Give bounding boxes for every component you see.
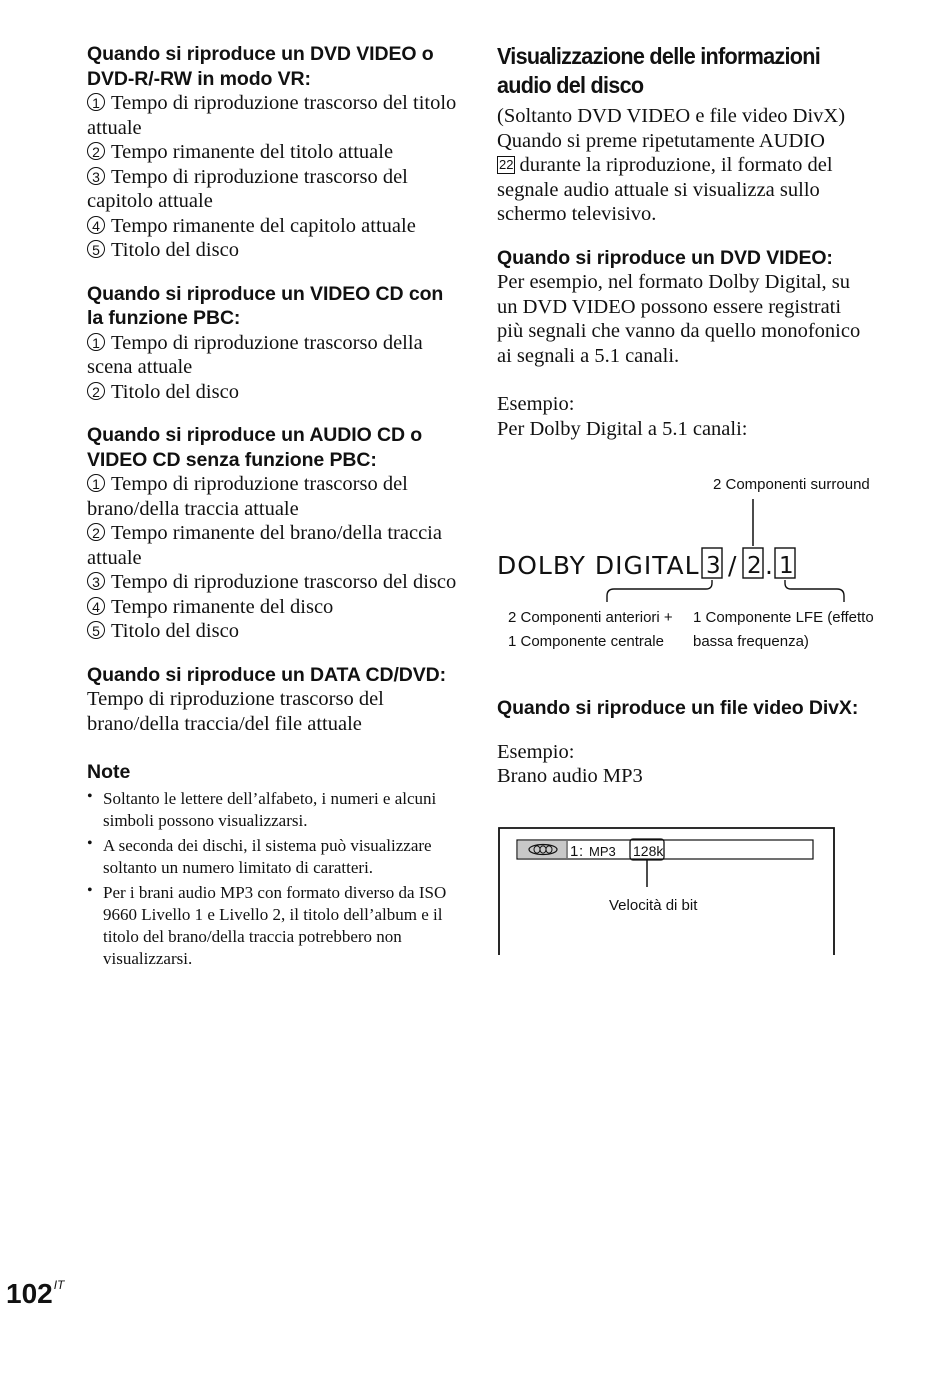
list-item <box>87 214 457 239</box>
example-dolby: Per Dolby Digital a 5.1 canali: <box>497 417 748 440</box>
number-3-icon: 3 <box>87 572 105 590</box>
page-number-value: 102 <box>6 1278 53 1309</box>
lfe-label-line1: 1 Componente LFE (effetto <box>693 609 874 626</box>
number-1-icon: 1 <box>87 93 105 111</box>
intro-paragraph <box>497 104 867 227</box>
list-item <box>87 570 457 595</box>
number-2-icon: 2 <box>87 142 105 160</box>
number-1-icon: 1 <box>87 333 105 351</box>
note-text: Soltanto le lettere dell’alfabeto, i numeri e alcuni simboli possono visualizzarsi. <box>103 789 437 830</box>
dolby-main-text: DOLBY DIGITAL <box>497 551 700 580</box>
track-number: 1 <box>570 843 579 860</box>
list-item <box>87 91 457 140</box>
page-language: IT <box>53 1278 65 1292</box>
front-label-line1: 2 Componenti anteriori + <box>508 609 673 626</box>
intro-text-1: (Soltanto DVD VIDEO e file video DivX) Quando si preme ripetutamente AUDIO <box>497 105 846 152</box>
list-item-text: Tempo rimanente del capitolo attuale <box>111 214 416 237</box>
list-item-text: Tempo di riproduzione trascorso del titolo attuale <box>87 92 457 139</box>
list-item-text: Titolo del disco <box>111 620 239 642</box>
surround-count: 2 <box>747 553 762 579</box>
number-4-icon: 4 <box>87 216 105 234</box>
section-body: Tempo di riproduzione trascorso del brano/della traccia/del file attuale <box>87 688 384 735</box>
list-item-text: Tempo di riproduzione trascorso del brano/della traccia attuale <box>87 473 408 520</box>
note-text: Per i brani audio MP3 con formato diverso da ISO 9660 Livello 1 e Livello 2, il titolo dell’album e il titolo del brano/della traccia potrebbero non visualizzarsi. <box>103 883 447 968</box>
left-column <box>87 42 457 973</box>
front-count: 3 <box>706 553 721 579</box>
list-item-text: Titolo del disco <box>111 380 239 403</box>
format-text: MP3 <box>589 844 616 859</box>
dot-text: . <box>765 551 773 580</box>
notes-heading: Note <box>87 761 131 783</box>
list-item-text: Tempo di riproduzione trascorso del disco <box>111 571 457 593</box>
example-label: Esempio: <box>497 393 575 415</box>
bitrate-value: 128k <box>633 843 664 859</box>
list-item <box>87 331 457 380</box>
list-item-text: Tempo rimanente del brano/della traccia attuale <box>87 522 442 569</box>
bitrate-label: Velocità di bit <box>609 897 698 914</box>
note-text: A seconda dei dischi, il sistema può visualizzare soltanto un numero limitato di caratteri. <box>103 836 432 877</box>
section-heading: Quando si riproduce un VIDEO CD con la funzione PBC: <box>87 282 444 329</box>
section-video-cd-pbc <box>87 282 457 405</box>
number-2-icon: 2 <box>87 523 105 541</box>
section-heading: Quando si riproduce un DVD VIDEO o DVD-R/-RW in modo VR: <box>87 43 434 90</box>
list-item <box>87 238 457 263</box>
list-item-text: Tempo di riproduzione trascorso del capitolo attuale <box>87 165 408 212</box>
section-heading: Quando si riproduce un AUDIO CD o VIDEO CD senza funzione PBC: <box>87 424 423 471</box>
list-item-text: Tempo rimanente del disco <box>111 595 334 618</box>
list-item <box>87 380 457 405</box>
mp3-display-diagram <box>497 827 837 955</box>
notes-block <box>87 760 457 970</box>
number-4-icon: 4 <box>87 597 105 615</box>
section-heading: Quando si riproduce un DATA CD/DVD: <box>87 663 447 686</box>
dvd-heading: Quando si riproduce un DVD VIDEO: <box>497 246 833 269</box>
bullet-icon: • <box>87 788 93 805</box>
front-bracket <box>607 580 712 602</box>
list-item <box>87 140 457 165</box>
page-title: Visualizzazione delle informazioni audio del disco <box>497 43 820 98</box>
dvd-body: Per esempio, nel formato Dolby Digital, su un DVD VIDEO possono essere registrati più segnali che vanno da quello monofonico ai segnali a 5.1 canali. <box>497 271 861 367</box>
list-item-text: Titolo del disco <box>111 239 239 261</box>
page-number <box>6 1268 64 1311</box>
note-item <box>87 882 457 970</box>
section-audio-cd <box>87 423 457 644</box>
list-item <box>87 165 457 214</box>
section-dvd-video <box>87 42 457 263</box>
list-item <box>87 595 457 620</box>
lfe-count: 1 <box>779 553 794 579</box>
example-label-2: Esempio: <box>497 740 575 763</box>
example-mp3: Brano audio MP3 <box>497 765 643 787</box>
surround-label: 2 Componenti surround <box>713 476 870 493</box>
number-3-icon: 3 <box>87 167 105 185</box>
bullet-icon: • <box>87 835 93 852</box>
lfe-bracket <box>785 580 844 602</box>
divx-section <box>497 696 867 789</box>
number-5-icon: 5 <box>87 621 105 639</box>
number-5-icon: 5 <box>87 240 105 258</box>
dolby-digital-diagram <box>497 472 877 662</box>
list-item <box>87 472 457 521</box>
right-column <box>497 42 867 441</box>
slash-text: / <box>728 551 737 580</box>
button-reference-icon: 22 <box>499 157 514 172</box>
list-item-text: Tempo di riproduzione trascorso della scena attuale <box>87 331 423 378</box>
divx-heading: Quando si riproduce un file video DivX: <box>497 697 859 719</box>
lfe-label-line2: bassa frequenza) <box>693 633 809 650</box>
audio-icon-bg <box>518 841 566 858</box>
number-2-icon: 2 <box>87 382 105 400</box>
track-colon: : <box>579 843 584 860</box>
bullet-icon: • <box>87 882 93 899</box>
note-item <box>87 835 457 879</box>
notes-list <box>87 788 457 970</box>
note-item <box>87 788 457 832</box>
number-1-icon: 1 <box>87 474 105 492</box>
list-item <box>87 521 457 570</box>
section-data-cd <box>87 663 457 737</box>
list-item <box>87 619 457 644</box>
front-label-line2: 1 Componente centrale <box>508 633 664 650</box>
intro-text-2: durante la riproduzione, il formato del segnale audio attuale si visualizza sullo schermo televisivo. <box>497 154 833 225</box>
list-item-text: Tempo rimanente del titolo attuale <box>111 141 394 163</box>
